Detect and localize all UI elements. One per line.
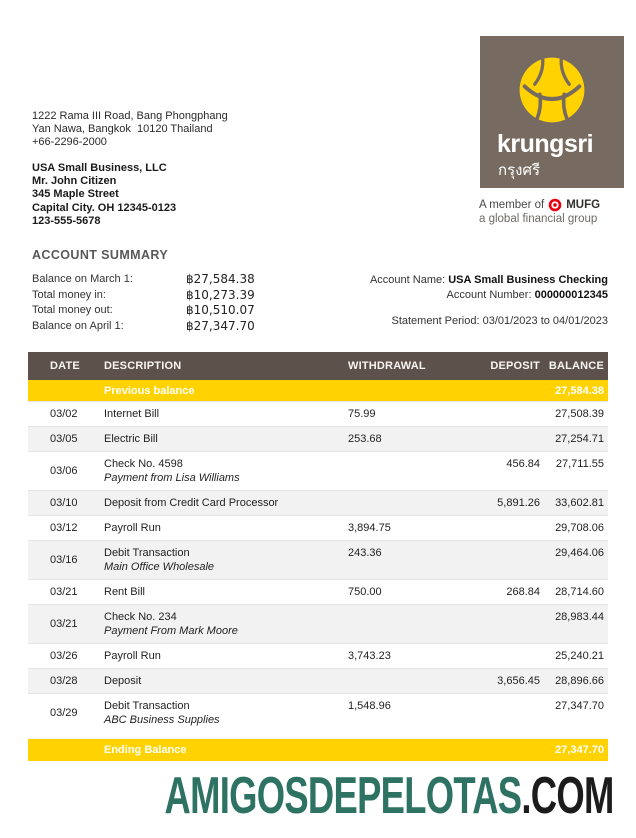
account-name-value: USA Small Business Checking (448, 274, 608, 286)
transaction-balance: 25,240.21 (555, 650, 604, 662)
transaction-row (28, 401, 608, 426)
transaction-date: 03/21 (50, 586, 78, 598)
transaction-note: Payment from Lisa Williams (104, 472, 240, 484)
summary-row (32, 318, 255, 334)
header-withdrawal: WITHDRAWAL (348, 360, 426, 372)
customer-phone: 123-555-5678 (32, 214, 101, 227)
account-info (370, 273, 608, 329)
transaction-withdrawal: 75.99 (348, 408, 376, 420)
transaction-deposit (458, 541, 540, 547)
statement-period-line: Statement Period: 03/01/2023 to 04/01/2023 (391, 315, 608, 327)
member-prefix-text: A member of (479, 199, 545, 211)
statement-period-value: 03/01/2023 to 04/01/2023 (482, 315, 608, 327)
customer-name: USA Small Business, LLC (32, 162, 167, 174)
table-header-row (28, 352, 608, 380)
previous-balance-label: Previous balance (104, 384, 195, 397)
transactions-table (28, 352, 608, 761)
transaction-balance: 28,983.44 (555, 611, 604, 623)
transaction-balance: 28,714.60 (555, 586, 604, 598)
summary-value: ฿27,347.70 (186, 319, 255, 334)
summary-value: ฿10,510.07 (186, 303, 255, 318)
previous-balance-value: 27,584.38 (555, 384, 604, 397)
transaction-row (28, 515, 608, 540)
transaction-date: 03/28 (50, 675, 78, 687)
account-number-value: 000000012345 (534, 288, 608, 301)
transaction-date: 03/05 (50, 433, 78, 445)
customer-city: Capital City. OH 12345-0123 (32, 201, 177, 214)
mufg-member-line (479, 198, 631, 225)
transaction-withdrawal: 1,548.96 (348, 700, 391, 712)
transaction-description: Debit Transaction (104, 547, 190, 559)
ending-balance-label: Ending Balance (104, 744, 187, 756)
krungsri-lotus-icon (516, 53, 588, 127)
bank-address-line: 1222 Rama III Road, Bang Phongphang (32, 110, 228, 122)
transaction-note: Payment From Mark Moore (104, 625, 238, 637)
transaction-row (28, 693, 608, 732)
ending-balance-value: 27,347.70 (555, 744, 604, 756)
transaction-description: Deposit from Credit Card Processor (104, 497, 279, 509)
transaction-note: Main Office Wholesale (104, 561, 215, 573)
account-name-line: Account Name: USA Small Business Checking (369, 274, 608, 286)
account-number-line: Account Number: 000000012345 (446, 288, 608, 301)
transaction-date: 03/16 (50, 554, 78, 566)
transaction-description: Internet Bill (104, 408, 160, 420)
bank-address (32, 110, 228, 150)
transaction-withdrawal: 3,894.75 (348, 522, 391, 534)
transaction-date: 03/10 (50, 497, 78, 509)
krungsri-logo (480, 36, 624, 188)
mufg-icon (548, 198, 562, 212)
transaction-withdrawal: 243.36 (348, 547, 382, 559)
transaction-balance: 27,254.71 (555, 433, 604, 445)
transaction-date: 03/26 (50, 650, 78, 662)
watermark-site-text: AMIGOSDEPELOTAS (164, 767, 522, 825)
transaction-description: Debit Transaction (104, 700, 190, 712)
transaction-withdrawal: 3,743.23 (348, 650, 391, 662)
summary-label: Total money out: (32, 304, 113, 317)
transaction-deposit: 5,891.26 (497, 497, 540, 509)
customer-contact: Mr. John Citizen (32, 175, 117, 188)
transaction-date: 03/29 (50, 707, 78, 719)
transaction-withdrawal: 253.68 (348, 433, 382, 445)
bank-phone: +66-2296-2000 (32, 136, 107, 149)
transaction-description: Payroll Run (104, 650, 161, 662)
transaction-deposit (458, 605, 540, 611)
transaction-date: 03/21 (50, 618, 78, 630)
summary-row (32, 271, 255, 287)
transaction-balance: 27,711.55 (555, 458, 604, 470)
summary-row (32, 303, 255, 319)
bank-address-line: Yan Nawa, Bangkok 10120 Thailand (32, 123, 213, 136)
transaction-date: 03/02 (50, 408, 78, 420)
watermark-tld-text: .COM (521, 767, 614, 825)
transaction-withdrawal (348, 605, 458, 611)
customer-address (32, 162, 176, 228)
transaction-date: 03/12 (50, 522, 78, 534)
previous-balance-row (28, 380, 608, 401)
transaction-row (28, 668, 608, 693)
transaction-note: ABC Business Supplies (104, 714, 220, 726)
summary-label: Balance on April 1: (32, 320, 124, 333)
transaction-row (28, 643, 608, 668)
summary-row (32, 287, 255, 303)
transaction-row (28, 451, 608, 490)
watermark (164, 767, 614, 825)
transaction-description: Deposit (104, 675, 142, 687)
transaction-deposit: 456.84 (506, 458, 540, 470)
transaction-balance: 27,347.70 (555, 700, 604, 712)
account-summary (32, 271, 255, 334)
transaction-balance: 28,896.66 (555, 675, 604, 687)
krungsri-wordmark: krungsri (497, 130, 594, 158)
transaction-balance: 29,464.06 (555, 547, 604, 559)
header-deposit: DEPOSIT (490, 360, 540, 372)
mufg-label: MUFG (566, 199, 601, 211)
transaction-row (28, 604, 608, 643)
transaction-row (28, 579, 608, 604)
transaction-balance: 33,602.81 (555, 497, 604, 509)
transaction-description: Check No. 4598 (104, 458, 183, 470)
summary-value: ฿27,584.38 (186, 271, 255, 286)
transaction-description: Payroll Run (104, 522, 161, 534)
transaction-description: Electric Bill (104, 433, 158, 445)
transaction-description: Rent Bill (104, 586, 145, 598)
transaction-balance: 27,508.39 (555, 408, 604, 420)
header-date: DATE (50, 360, 80, 372)
header-balance: BALANCE (548, 360, 604, 372)
summary-value: ฿10,273.39 (186, 287, 255, 302)
transaction-withdrawal: 750.00 (348, 586, 382, 598)
transaction-description: Check No. 234 (104, 611, 177, 623)
transaction-deposit (458, 694, 540, 700)
summary-label: Balance on March 1: (32, 272, 133, 285)
transaction-deposit: 3,656.45 (497, 675, 540, 687)
transaction-deposit: 268.84 (506, 586, 540, 598)
transaction-date: 03/06 (50, 465, 78, 477)
summary-label: Total money in: (32, 288, 106, 301)
krungsri-thai-wordmark: กรุงศรี (498, 161, 541, 179)
header-description: DESCRIPTION (104, 360, 182, 372)
transaction-row (28, 540, 608, 579)
transaction-withdrawal (348, 452, 458, 458)
transaction-balance: 29,708.06 (555, 522, 604, 534)
transaction-row (28, 426, 608, 451)
customer-street: 345 Maple Street (32, 188, 119, 201)
table-body (28, 401, 608, 732)
account-summary-title: ACCOUNT SUMMARY (32, 248, 169, 262)
ending-balance-row (28, 739, 608, 761)
mufg-subtitle: a global financial group (479, 213, 598, 225)
transaction-row (28, 490, 608, 515)
